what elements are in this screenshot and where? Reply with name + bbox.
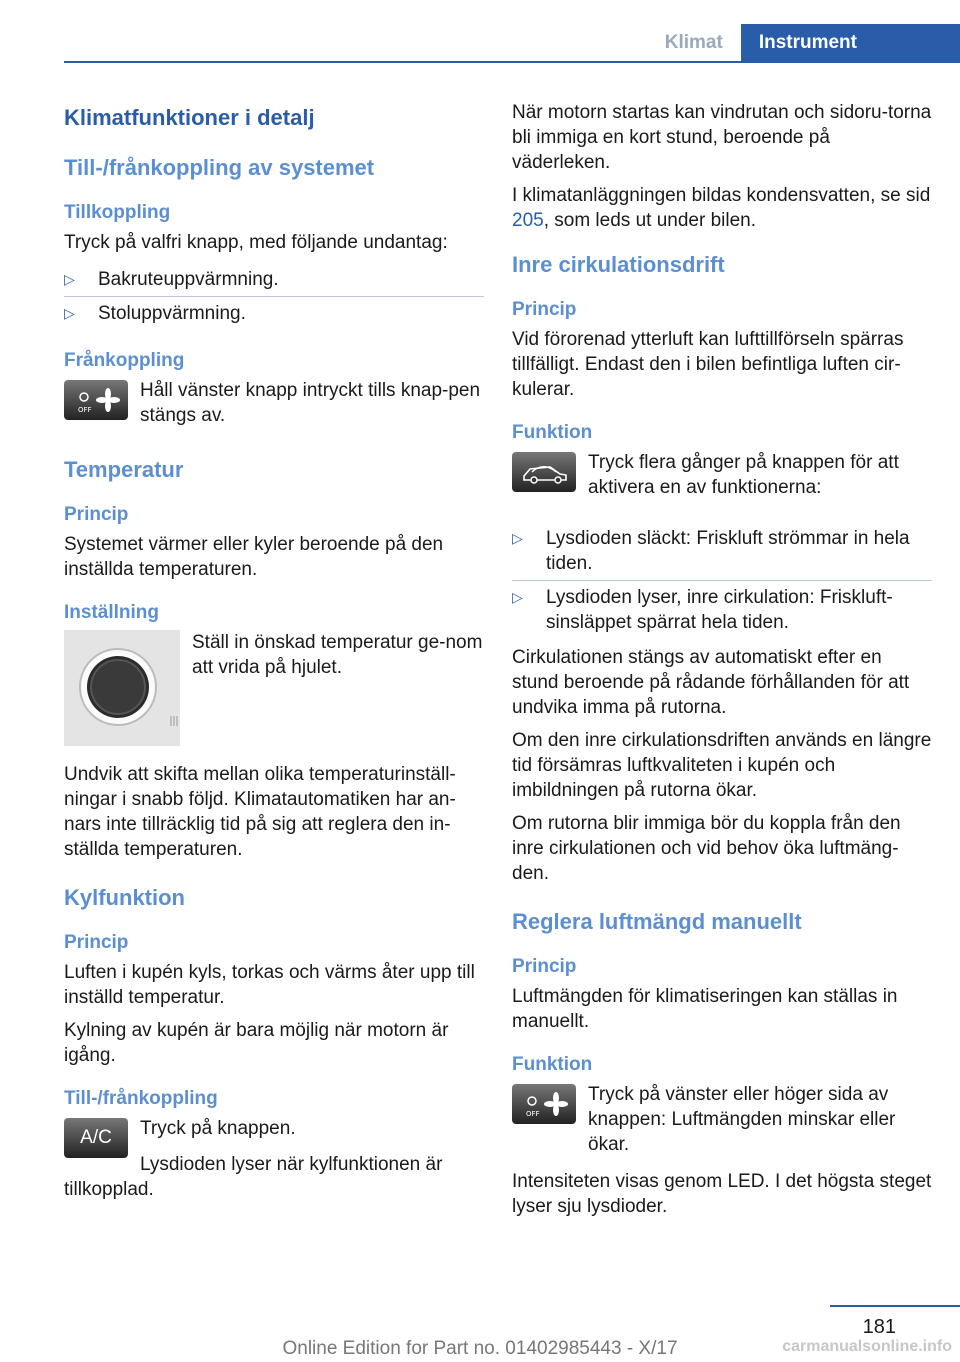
ac-text-1: Tryck på knappen. [140, 1118, 296, 1139]
triangle-bullet-icon: ▷ [512, 589, 523, 605]
footer-rule [830, 1305, 960, 1307]
subheading-principle: Princip [64, 504, 129, 525]
section-cooling [64, 884, 484, 1202]
fog-text: När motorn startas kan vindrutan och sidoru-torna bli immiga en kort stund, beroende på väderleken. [512, 102, 932, 173]
triangle-bullet-icon: ▷ [512, 530, 523, 546]
cooling-text-2: Kylning av kupén är bara möjlig när motorn är igång. [64, 1020, 449, 1066]
recirc-text-1: Cirkulationen stängs av automatiskt efter en stund beroende på rådande förhållanden för att undvika imma på rutorna. [512, 647, 910, 718]
page-number: 181 [862, 1316, 896, 1338]
recirc-text-2: Om den inre cirkulationsdriften används en längre tid försämras luftkvaliteten i kupén och imbildningen på rutorna ökar. [512, 730, 932, 801]
ac-button-label: A/C [80, 1127, 112, 1148]
off-fan-button-image [64, 380, 128, 420]
off-text: Håll vänster knapp intryckt tills knap-pen stängs av. [140, 380, 481, 426]
triangle-bullet-icon: ▷ [64, 305, 75, 321]
on-text: Tryck på valfri knapp, med följande undantag: [64, 232, 448, 253]
off-row [64, 378, 484, 434]
section-heading: Till-/frånkoppling av systemet [64, 155, 375, 180]
subheading-principle: Princip [64, 932, 129, 953]
airflow-function-text: Tryck på vänster eller höger sida av knappen: Luftmängden minskar eller ökar. [588, 1084, 896, 1155]
ac-text-2: Lysdioden lyser när kylfunktionen är tillkopplad. [64, 1154, 443, 1200]
list-item: ▷ Stoluppvärmning. [64, 296, 484, 330]
subheading-principle: Princip [512, 956, 577, 977]
subheading-on: Tillkoppling [64, 202, 171, 223]
section-heading: Kylfunktion [64, 885, 185, 910]
subheading-function: Funktion [512, 1054, 593, 1075]
section-recirculation [512, 251, 932, 886]
airflow-button-image [512, 1084, 576, 1124]
setting-text: Ställ in önskad temperatur ge-nom att vrida på hjulet. [192, 632, 483, 678]
principle-text: Systemet värmer eller kyler beroende på den inställda temperaturen. [64, 534, 444, 580]
subheading-setting: Inställning [64, 602, 159, 623]
recirc-row [512, 450, 932, 506]
section-heading: Inre cirkulationsdrift [512, 252, 725, 277]
tab-klimat[interactable]: Klimat [647, 24, 741, 62]
section-on-off [64, 154, 484, 434]
function-list [512, 522, 932, 639]
setting-row [64, 630, 484, 746]
watermark: carmanualsonline.info [782, 1338, 952, 1355]
condensation-text: I klimatanläggningen bildas kondensvatten, se sid 205, som leds ut under bilen. [512, 185, 931, 231]
subheading-off: Frånkoppling [64, 350, 185, 371]
page-title: Klimatfunktioner i detalj [64, 105, 315, 130]
section-temperature [64, 456, 484, 862]
left-column [64, 100, 484, 1224]
right-column [512, 100, 932, 1241]
section-heading: Reglera luftmängd manuellt [512, 909, 802, 934]
list-item: ▷ Lysdioden släckt: Friskluft strömmar in hela tiden. [512, 528, 910, 574]
recirculation-button-image [512, 452, 576, 492]
triangle-bullet-icon: ▷ [64, 271, 75, 287]
list-item: ▷ Bakruteuppvärmning. [64, 269, 279, 290]
subheading-principle: Princip [512, 299, 577, 320]
ac-button-image [64, 1118, 128, 1158]
airflow-row [512, 1082, 932, 1163]
list-item: ▷ Lysdioden lyser, inre cirkulation: Friskluft-sinsläppet spärrat hela tiden. [512, 580, 932, 639]
recirc-text-3: Om rutorna blir immiga bör du koppla från den inre cirkulationen och vid behov öka luftmäng-den. [512, 813, 901, 884]
header-rule [64, 61, 960, 63]
principle-text: Vid förorenad ytterluft kan lufttillförseln spärras tillfälligt. Endast den i bilen befintliga luften cir-kulerar. [512, 329, 904, 400]
function-text: Tryck flera gånger på knappen för att aktivera en av funktionerna: [588, 452, 899, 498]
edition-text: Online Edition for Part no. 01402985443 - X/17 [282, 1338, 678, 1359]
subheading-on-off: Till-/frånkoppling [64, 1088, 218, 1109]
section-airflow [512, 908, 932, 1219]
principle-text: Luftmängden för klimatiseringen kan ställas in manuellt. [512, 986, 898, 1032]
led-text: Intensiteten visas genom LED. I det högsta steget lyser sju lysdioder. [512, 1171, 932, 1217]
header-tabs [647, 24, 960, 62]
tab-instrument[interactable]: Instrument [741, 24, 960, 62]
section-heading: Temperatur [64, 457, 184, 482]
cooling-text-1: Luften i kupén kyls, torkas och värms åter upp till inställd temperatur. [64, 962, 475, 1008]
exception-list [64, 263, 484, 330]
page-link[interactable]: 205 [512, 210, 544, 231]
subheading-function: Funktion [512, 422, 593, 443]
temperature-note: Undvik att skifta mellan olika temperaturinställ-ningar i snabb följd. Klimatautomatiken har an-nars inte tillräcklig tid på sig att reglera den in-ställda temperaturen. [64, 764, 456, 860]
svg-text:OFF: OFF [78, 406, 92, 414]
temperature-knob-image [64, 630, 180, 746]
svg-text:OFF: OFF [526, 1110, 540, 1118]
